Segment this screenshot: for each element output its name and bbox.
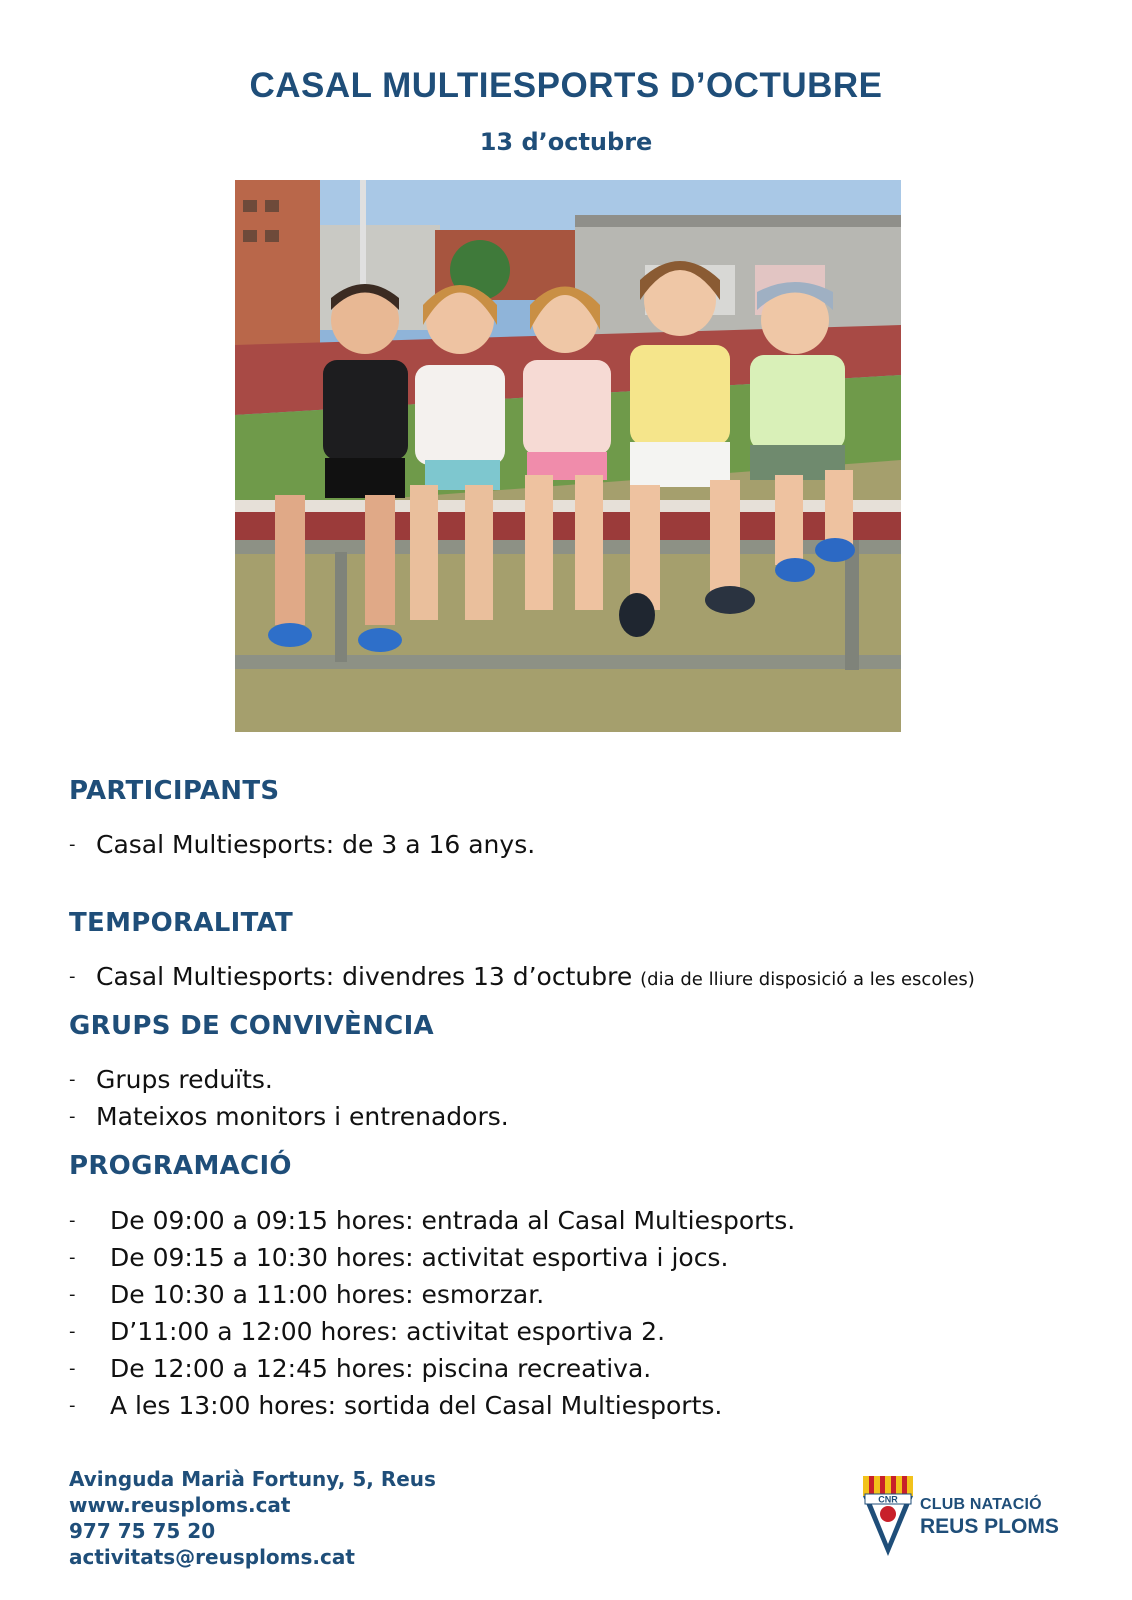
list-item: - De 12:00 a 12:45 hores: piscina recreativa.: [69, 1350, 795, 1387]
programacio-heading: PROGRAMACIÓ: [69, 1151, 292, 1181]
programacio-list: [69, 1202, 795, 1424]
website-link[interactable]: www.reusploms.cat: [69, 1493, 291, 1517]
list-item: - Casal Multiesports: de 3 a 16 anys.: [69, 826, 535, 863]
temporalitat-heading: TEMPORALITAT: [69, 908, 294, 938]
address: Avinguda Marià Fortuny, 5, Reus: [69, 1467, 436, 1491]
dash-bullet: -: [69, 834, 76, 855]
dash-bullet: -: [69, 1321, 76, 1342]
contact-footer: [69, 1466, 436, 1570]
dash-bullet: -: [69, 966, 76, 987]
list-item: - A les 13:00 hores: sortida del Casal Multiesports.: [69, 1387, 795, 1424]
temporalitat-list: [69, 958, 975, 998]
dash-bullet: -: [69, 1358, 76, 1379]
dash-bullet: -: [69, 1106, 76, 1127]
children-photo: [235, 180, 901, 732]
participants-heading: PARTICIPANTS: [69, 776, 280, 806]
list-item: - Grups reduïts.: [69, 1061, 509, 1098]
club-name: [920, 1496, 1059, 1539]
phone-number[interactable]: 977 75 75 20: [69, 1519, 216, 1543]
day-off-note: (dia de lliure disposició a les escoles): [640, 969, 975, 990]
list-item: - D’11:00 a 12:00 hores: activitat esportiva 2.: [69, 1313, 795, 1350]
club-name-line1: CLUB NATACIÓ: [920, 1496, 1042, 1513]
page-title: CASAL MULTIESPORTS D’OCTUBRE: [249, 66, 883, 105]
dash-bullet: -: [69, 1210, 76, 1231]
list-item: - De 10:30 a 11:00 hores: esmorzar.: [69, 1276, 795, 1313]
page-subtitle: 13 d’octubre: [479, 128, 653, 156]
participants-list: [69, 826, 535, 863]
list-item: - De 09:00 a 09:15 hores: entrada al Casal Multiesports.: [69, 1202, 795, 1239]
club-logo: [860, 1474, 1060, 1558]
list-item: - Casal Multiesports: divendres 13 d’octubre (dia de lliure disposició a les escoles): [69, 958, 975, 998]
grups-heading: GRUPS DE CONVIVÈNCIA: [69, 1011, 434, 1041]
dash-bullet: -: [69, 1069, 76, 1090]
dash-bullet: -: [69, 1395, 76, 1416]
email-link[interactable]: activitats@reusploms.cat: [69, 1545, 355, 1569]
list-item: - Mateixos monitors i entrenadors.: [69, 1098, 509, 1135]
club-shield-icon: [860, 1474, 916, 1558]
dash-bullet: -: [69, 1247, 76, 1268]
dash-bullet: -: [69, 1284, 76, 1305]
club-name-line2: REUS PLOMS: [920, 1515, 1059, 1538]
grups-list: [69, 1061, 509, 1135]
emblem-text: CNR: [878, 1494, 898, 1505]
list-item: - De 09:15 a 10:30 hores: activitat esportiva i jocs.: [69, 1239, 795, 1276]
